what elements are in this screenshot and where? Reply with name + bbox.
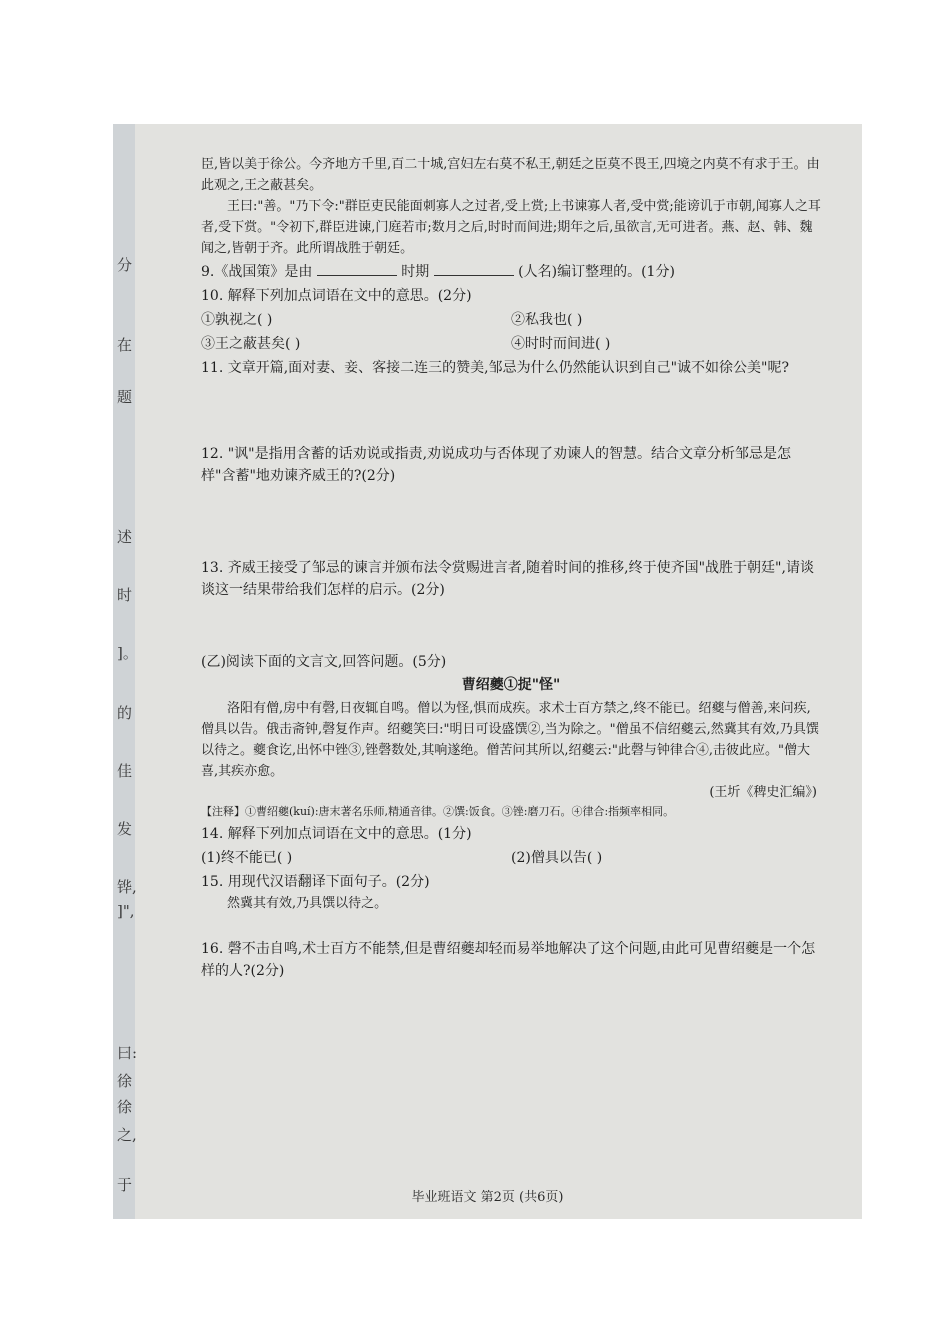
margin-fragment: 曰: bbox=[117, 1044, 138, 1062]
margin-fragment: 徐 bbox=[117, 1098, 133, 1116]
margin-fragment: ]", bbox=[117, 902, 135, 920]
answer-blank[interactable] bbox=[317, 261, 397, 276]
passage-b-body: 洛阳有僧,房中有磬,日夜辄自鸣。僧以为怪,惧而成疾。求术士百方禁之,终不能已。绍夔与僧善,来问疾,僧具以告。俄击斋钟,磬复作声。绍夔笑曰:"明日可设盛馔②,当为除之。"僧虽不信绍夔云,然冀其有效,乃具馔以待之。夔食讫,出怀中锉③,锉磬数处,其响遂绝。僧苦问其所以,绍夔云:"此磬与钟律合④,击彼此应。"僧大喜,其疾亦愈。 bbox=[201, 701, 819, 779]
question-15-stem: 15. 用现代汉语翻译下面句子。(2分) bbox=[201, 874, 430, 890]
answer-space[interactable] bbox=[201, 379, 821, 441]
question-11: 11. 文章开篇,面对妻、妾、客接二连三的赞美,邹忌为什么仍然能认识到自己"诚不如徐公美"呢? bbox=[201, 360, 789, 376]
question-14-row bbox=[201, 847, 821, 869]
question-12: 12. "讽"是指用含蓄的话劝说或指责,劝说成功与否体现了劝谏人的智慧。结合文章分析邹忌是怎样"含蓄"地劝谏齐威王的?(2分) bbox=[201, 446, 792, 484]
q9-post: (人名)编订整理的。(1分) bbox=[518, 264, 675, 280]
question-14-stem: 14. 解释下列加点词语在文中的意思。(1分) bbox=[201, 826, 472, 842]
question-10-row bbox=[201, 309, 821, 331]
passage-b-note: 【注释】①曹绍夔(kuí):唐末著名乐师,精通音律。②馔:饭食。③锉:磨刀石。④律合:指频率相同。 bbox=[201, 805, 675, 818]
answer-space[interactable] bbox=[201, 601, 821, 649]
question-13: 13. 齐威王接受了邹忌的谏言并颁布法令赏赐进言者,随着时间的推移,终于使齐国"战胜于朝廷",请谈谈这一结果带给我们怎样的启示。(2分) bbox=[201, 560, 814, 598]
q10-item[interactable]: ②私我也( ) bbox=[511, 312, 583, 328]
margin-fragment: 题 bbox=[117, 388, 133, 406]
margin-fragment: 铧, bbox=[117, 878, 137, 896]
q9-pre: 9.《战国策》是由 bbox=[201, 264, 313, 280]
answer-space[interactable] bbox=[201, 487, 821, 555]
question-16: 16. 磬不击自鸣,术士百方不能禁,但是曹绍夔却轻而易举地解决了这个问题,由此可见曹绍夔是一个怎样的人?(2分) bbox=[201, 941, 816, 979]
margin-fragment: 时 bbox=[117, 586, 133, 604]
answer-space[interactable] bbox=[201, 914, 821, 936]
question-10-row bbox=[201, 333, 821, 355]
answer-blank[interactable] bbox=[434, 261, 514, 276]
passage-b-intro: (乙)阅读下面的文言文,回答问题。(5分) bbox=[201, 654, 447, 670]
margin-fragment: 之, bbox=[117, 1126, 137, 1144]
exam-content bbox=[201, 154, 821, 982]
margin-fragment: 的 bbox=[117, 704, 133, 722]
exam-sheet bbox=[113, 124, 862, 1219]
question-15-sentence: 然冀其有效,乃具馔以待之。 bbox=[227, 896, 388, 911]
passage-b-source: (王圻《稗史汇编》) bbox=[709, 785, 817, 800]
q10-item[interactable]: ④时时而间进( ) bbox=[511, 336, 611, 352]
passage-a-paragraph: 王曰:"善。"乃下令:"群臣吏民能面刺寡人之过者,受上赏;上书谏寡人者,受中赏;能谤讥于市朝,闻寡人之耳者,受下赏。"令初下,群臣进谏,门庭若市;数月之后,时时而间进;期年之后,虽欲言,无可进者。燕、赵、韩、魏闻之,皆朝于齐。此所谓战胜于朝廷。 bbox=[201, 199, 821, 256]
q10-item[interactable]: ③王之蔽甚矣( ) bbox=[201, 336, 301, 352]
passage-a-paragraph: 臣,皆以美于徐公。今齐地方千里,百二十城,宫妇左右莫不私王,朝廷之臣莫不畏王,四境之内莫不有求于王。由此观之,王之蔽甚矣。 bbox=[201, 157, 820, 193]
margin-fragment: ]。 bbox=[117, 644, 138, 662]
page-footer: 毕业班语文 第2页 (共6页) bbox=[411, 1190, 564, 1205]
margin-fragment: 在 bbox=[117, 336, 133, 354]
q9-mid: 时期 bbox=[401, 264, 430, 280]
margin-fragment: 徐 bbox=[117, 1072, 133, 1090]
margin-fragment: 分 bbox=[117, 256, 133, 274]
margin-fragment: 发 bbox=[117, 820, 133, 838]
margin-fragment: 佳 bbox=[117, 762, 133, 780]
q14-item[interactable]: (2)僧具以告( ) bbox=[511, 850, 603, 866]
passage-b-title: 曹绍夔①捉"怪" bbox=[461, 677, 561, 693]
q14-item[interactable]: (1)终不能已( ) bbox=[201, 850, 293, 866]
margin-fragment: 于 bbox=[117, 1176, 133, 1194]
question-10-stem: 10. 解释下列加点词语在文中的意思。(2分) bbox=[201, 288, 472, 304]
question-9 bbox=[201, 261, 821, 283]
margin-fragment: 述 bbox=[117, 528, 133, 546]
q10-item[interactable]: ①孰视之( ) bbox=[201, 312, 273, 328]
